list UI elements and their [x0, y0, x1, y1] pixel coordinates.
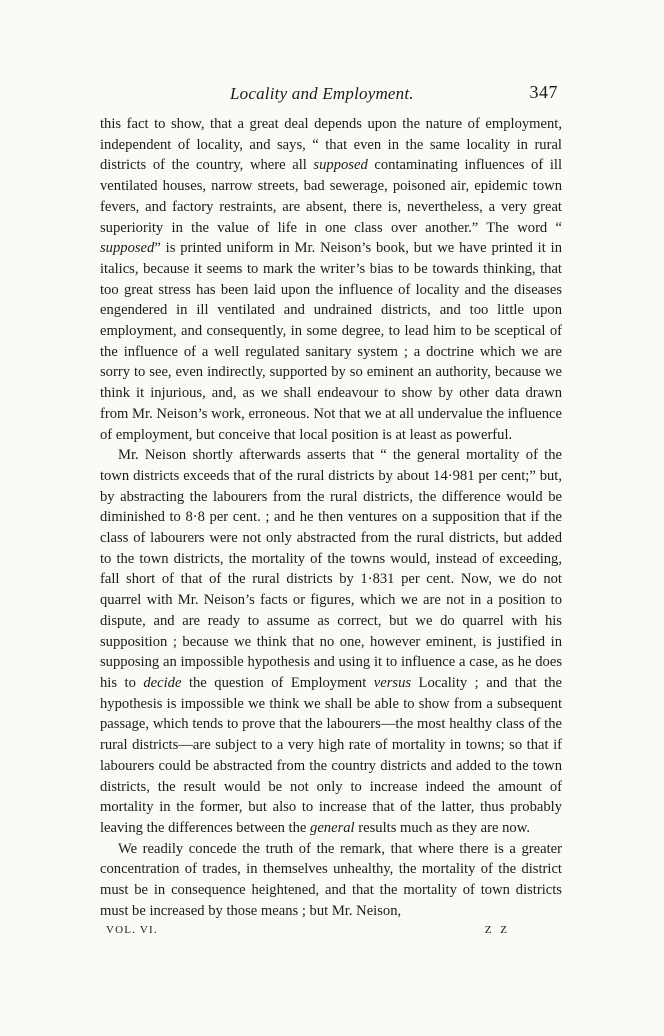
paragraph-3 [100, 839, 562, 922]
page-number: 347 [529, 82, 558, 102]
italic-run: decide [143, 674, 182, 691]
signature-mark: Z Z [484, 924, 510, 937]
text-run: contaminating influences of ill ventilated houses, narrow streets, bad sewerage, poisoned air, epidemic town fevers, and factory restraints, are absent, there is, nevertheless, a very great superiority in the value of life in one class over another.” The word “ [100, 157, 562, 236]
italic-run: general [310, 819, 355, 836]
paragraph-1 [100, 114, 562, 445]
text-run: the question of Employment [181, 674, 374, 691]
italic-run: versus [373, 674, 412, 691]
text-run: this fact to show, that a great deal depends upon the nature of employment, independent of locality, and says, “ that even in the same locality in rural districts of the country, where all [100, 116, 562, 174]
page-footer [100, 924, 562, 942]
text-run: ” is printed uniform in Mr. Neison’s book, but we have printed it in italics, because it seems to mark the writer’s bias to be towards thinking, that too great stress has been laid upon the influence of locality and the diseases engendered in ill ventilated and undrained districts, and too little upon employment, and consequently, in some degree, to lead him to be sceptical of the influence of a well regulated sanitary system ; a doctrine which we are sorry to see, even indirectly, supported by so eminent an authority, because we think it injurious, and, as we shall endeavour to show by other data drawn from Mr. Neison’s work, erroneous. Not that we at all undervalue the influence of employment, but conceive that local position is at least as powerful. [100, 240, 562, 443]
text-run: results much as they are now. [354, 819, 530, 836]
text-run: We readily concede the truth of the remark, that where there is a greater concentration of trades, in themselves unhealthy, the mortality of the district must be in consequence heightened, and that the mortality of town districts must be increased by those means ; but Mr. Neison, [100, 840, 562, 919]
page-header [100, 84, 562, 114]
body-text [100, 114, 562, 921]
volume-label: VOL. VI. [106, 924, 158, 937]
italic-run: supposed [100, 240, 155, 257]
text-run: Locality ; and that the hypothesis is impossible we think we shall be able to show from a subsequent passage, which tends to prove that the labourers—the most healthy class of the rural districts—are subject to a very high rate of mortality in towns; so that if labourers could be abstracted from the country districts and added to the town districts, the result would be not only to increase indeed the amount of mortality in the former, but also to increase that of the latter, thus probably leaving the differences between the [100, 674, 562, 836]
running-head: Locality and Employment. [230, 84, 414, 103]
text-run: Mr. Neison shortly afterwards asserts that “ the general mortality of the town districts exceeds that of the rural districts by about 14·981 per cent;” but, by abstracting the labourers from the rural districts, the difference would be diminished to 8·8 per cent. ; and he then ventures on a supposition that if the class of labourers were not only abstracted from the rural districts, but added to the town districts, the mortality of the towns would, instead of exceeding, fall short of that of the rural districts by 1·831 per cent. Now, we do not quarrel with Mr. Neison’s facts or figures, which we are not in a position to dispute, and are ready to assume as correct, but we do quarrel with his supposition ; because we think that no one, however eminent, is justified in supposing an impossible hypothesis and using it to influence a case, as he does his to [100, 447, 562, 691]
italic-run: supposed [313, 157, 368, 174]
paragraph-2 [100, 445, 562, 838]
page [100, 84, 562, 942]
